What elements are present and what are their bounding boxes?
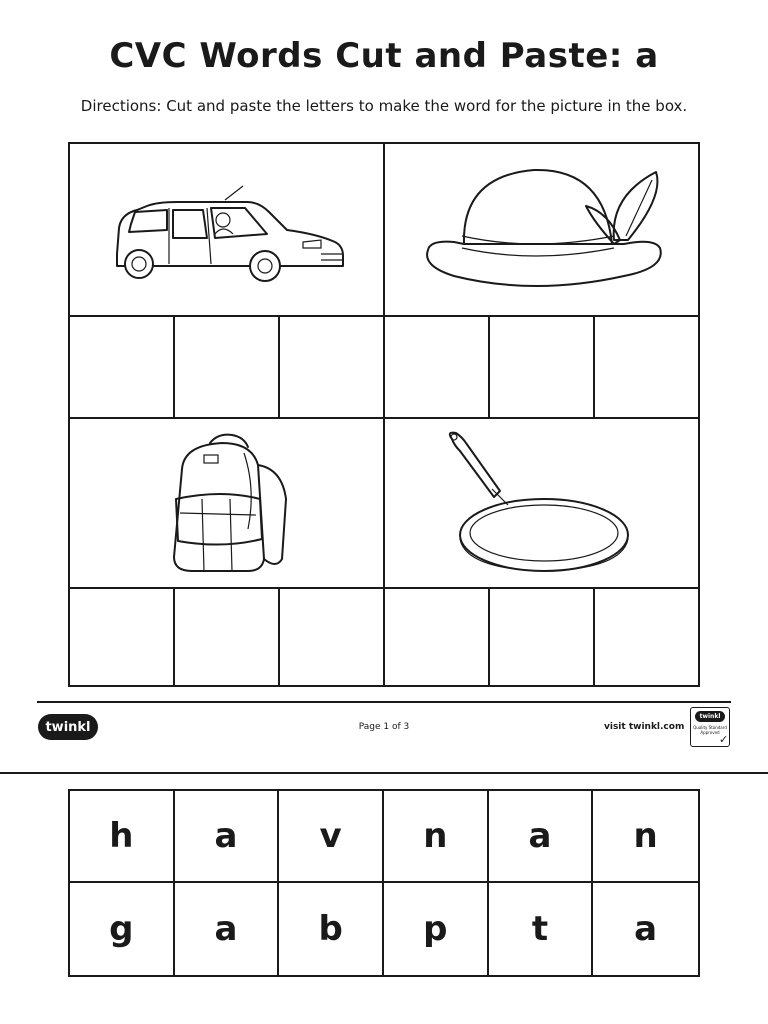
letter-tile[interactable]: h bbox=[70, 791, 175, 883]
badge-logo: twinkl bbox=[695, 711, 725, 722]
picture-cell-hat bbox=[385, 144, 698, 317]
picture-cell-backpack bbox=[70, 419, 385, 589]
letter-tile[interactable]: p bbox=[384, 883, 489, 975]
directions-text: Directions: Cut and paste the letters to make the word for the picture in the box. bbox=[80, 97, 688, 115]
answer-box[interactable] bbox=[490, 317, 595, 417]
letter-tile[interactable]: v bbox=[279, 791, 384, 883]
answer-box[interactable] bbox=[280, 317, 385, 417]
twinkl-logo: twinkl bbox=[38, 714, 98, 740]
letter-tile[interactable]: a bbox=[634, 909, 658, 949]
page-title: CVC Words Cut and Paste: a bbox=[109, 36, 659, 76]
quality-badge bbox=[690, 707, 730, 747]
pan-icon bbox=[442, 429, 642, 579]
answer-box[interactable] bbox=[595, 317, 698, 417]
letter-tile[interactable]: a bbox=[489, 791, 594, 883]
backpack-icon bbox=[152, 429, 302, 579]
letter-tile[interactable]: g bbox=[70, 883, 175, 975]
visit-link[interactable]: visit twinkl.com bbox=[604, 722, 685, 732]
check-icon: ✓ bbox=[719, 733, 729, 746]
picture-row-2 bbox=[70, 419, 698, 589]
answer-box[interactable] bbox=[595, 589, 698, 687]
cut-line bbox=[0, 772, 768, 774]
hat-icon bbox=[414, 156, 670, 306]
answer-box[interactable] bbox=[385, 317, 490, 417]
letter-tile[interactable]: b bbox=[279, 883, 384, 975]
picture-cell-van bbox=[70, 144, 385, 317]
van-icon bbox=[107, 176, 347, 286]
answer-row-2 bbox=[70, 587, 698, 687]
answer-box[interactable] bbox=[175, 589, 280, 687]
worksheet-grid bbox=[68, 142, 700, 687]
letter-tile[interactable]: t bbox=[489, 883, 594, 975]
letter-tile[interactable]: n bbox=[384, 791, 489, 883]
answer-box[interactable] bbox=[280, 589, 385, 687]
answer-row-1 bbox=[70, 315, 698, 419]
picture-cell-pan bbox=[385, 419, 698, 589]
answer-box[interactable] bbox=[70, 589, 175, 687]
badge-text: Quality Standard Approved bbox=[693, 725, 727, 735]
footer-divider bbox=[37, 701, 731, 703]
page-number: Page 1 of 3 bbox=[358, 722, 410, 732]
letter-cutouts bbox=[68, 789, 700, 977]
answer-box[interactable] bbox=[70, 317, 175, 417]
letter-tile[interactable]: n bbox=[593, 791, 698, 883]
picture-row-1 bbox=[70, 144, 698, 317]
answer-box[interactable] bbox=[490, 589, 595, 687]
answer-box[interactable] bbox=[385, 589, 490, 687]
letter-tile[interactable]: a bbox=[175, 791, 280, 883]
letter-tile[interactable]: a bbox=[175, 883, 280, 975]
answer-box[interactable] bbox=[175, 317, 280, 417]
